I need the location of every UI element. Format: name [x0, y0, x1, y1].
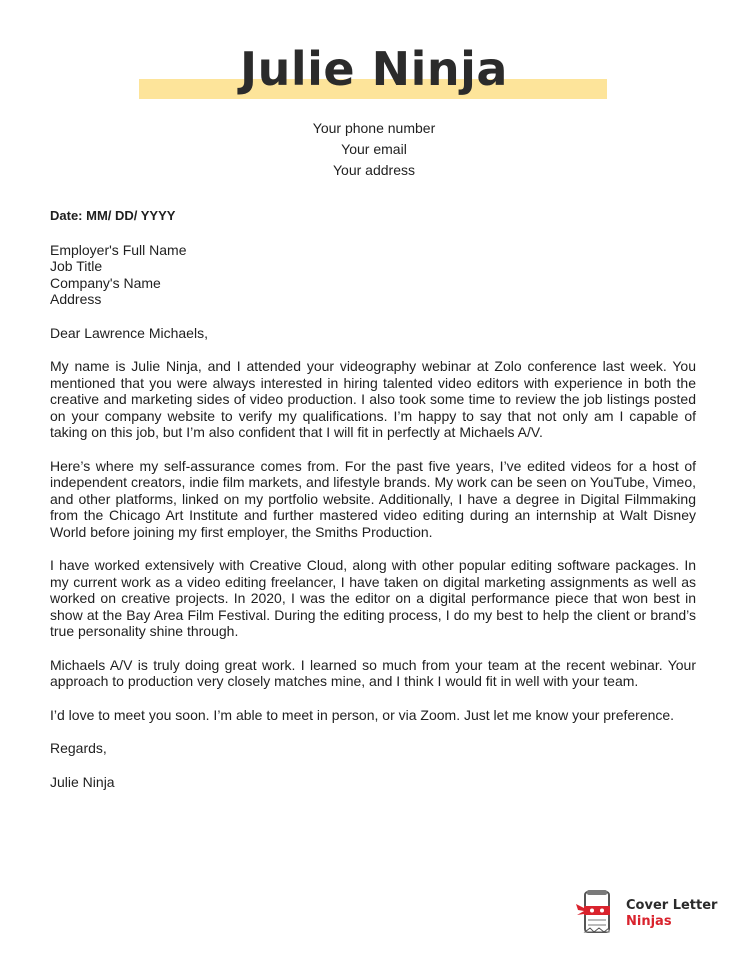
signature: Julie Ninja — [50, 773, 115, 790]
email: Your email — [341, 141, 407, 157]
employer-block — [50, 242, 696, 308]
logo-text-line2: Ninjas — [626, 914, 672, 929]
letter-body — [50, 208, 696, 790]
employer-address: Address — [50, 291, 102, 307]
name-block — [0, 36, 748, 106]
salutation: Dear Lawrence Michaels, — [50, 324, 208, 341]
address: Your address — [333, 162, 415, 178]
letter-date: Date: MM/ DD/ YYYY — [50, 208, 176, 223]
paragraph-1: My name is Julie Ninja, and I attended your videography webinar at Zolo conference last week. You mentioned that you were always interested in hiring talented video editors with experience in both the creative and marketing sides of video production. I also took some time to review the job listings posted on your company website to verify my qualifications. I’m happy to say that not only am I capable of taking on this job, but I’m also confident that I will fit in perfectly at Michaels A/V. — [50, 358, 696, 440]
phone-number: Your phone number — [312, 120, 436, 136]
paragraph-5: I’d love to meet you soon. I’m able to meet in person, or via Zoom. Just let me know your preference. — [50, 706, 675, 723]
logo-text — [626, 898, 717, 930]
paragraph-3: I have worked extensively with Creative Cloud, along with other popular editing software packages. In my current work as a video editing freelancer, I have taken on digital marketing assignments as well as worked on creative projects. In 2020, I was the editor on a digital performance piece that won best in show at the Bay Area Film Festival. During the editing process, I do my best to help the client or brand’s true personality shine through. — [50, 557, 696, 639]
ninja-mascot-icon — [574, 888, 620, 938]
employer-company: Company's Name — [50, 274, 161, 291]
applicant-name: Julie Ninja — [240, 42, 508, 96]
employer-job-title: Job Title — [50, 258, 103, 274]
employer-full-name: Employer's Full Name — [50, 241, 187, 258]
brand-logo — [574, 888, 724, 938]
paragraph-2: Here’s where my self-assurance comes from. For the past five years, I’ve edited videos for a host of independent creators, indie film markets, and lifestyle brands. My work can be seen on YouTube, Vimeo, and other platforms, linked on my portfolio website. Additionally, I have a degree in Digital Filmmaking from the Chicago Art Institute and further mastered video editing during an internship at Walt Disney World before joining my first employer, the Smiths Production. — [50, 457, 696, 540]
contact-info — [0, 118, 748, 181]
logo-text-line1: Cover Letter — [626, 898, 718, 913]
closing: Regards, — [50, 740, 107, 756]
paragraph-4: Michaels A/V is truly doing great work. I learned so much from your team at the recent webinar. Your approach to production very closely matches mine, and I think I would fit in well with your team. — [50, 656, 696, 689]
